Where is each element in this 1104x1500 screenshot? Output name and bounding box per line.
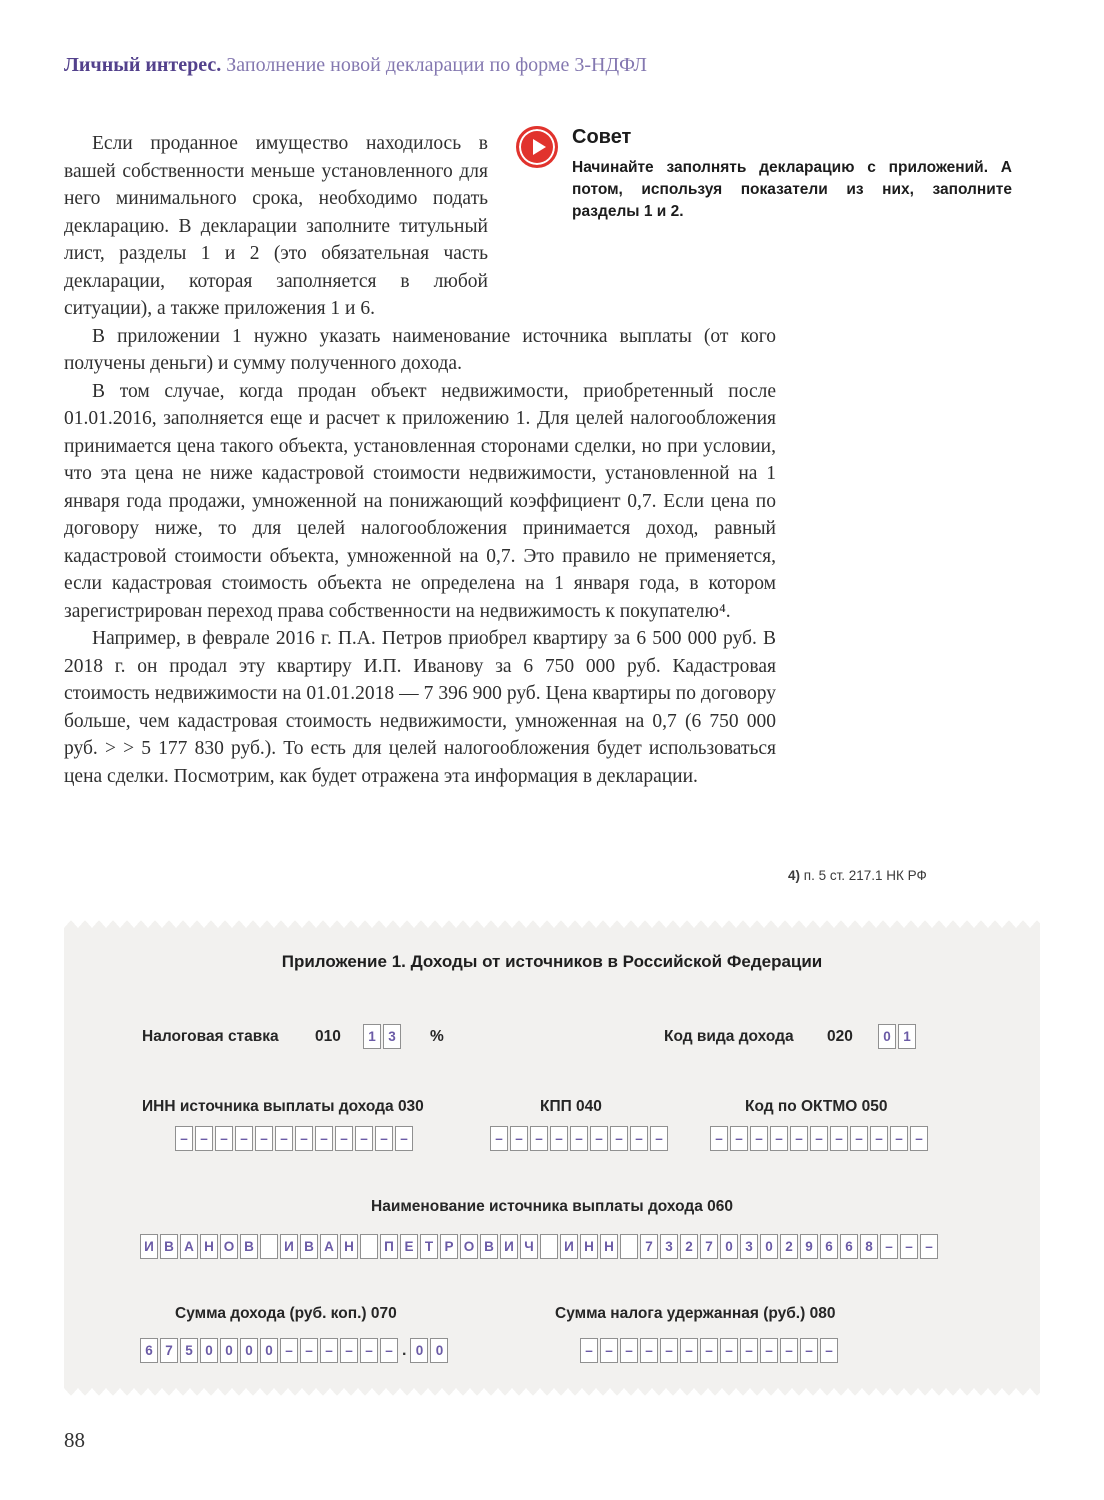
income-type-code: 020	[827, 1028, 853, 1045]
form-cell: –	[380, 1338, 398, 1363]
footnote-text: п. 5 ст. 217.1 НК РФ	[800, 868, 927, 883]
form-cell: –	[640, 1338, 658, 1363]
footnote	[788, 868, 927, 883]
form-cell: –	[395, 1126, 413, 1151]
form-cell: О	[220, 1234, 238, 1259]
form-cell: В	[240, 1234, 258, 1259]
form-cell: –	[820, 1338, 838, 1363]
form-cell: –	[800, 1338, 818, 1363]
rate-label: Налоговая ставка	[142, 1028, 279, 1045]
form-cell: 0	[760, 1234, 778, 1259]
form-cell: –	[490, 1126, 508, 1151]
form-cell: –	[355, 1126, 373, 1151]
form-cell: О	[460, 1234, 478, 1259]
form-cell: 5	[180, 1338, 198, 1363]
tax-withheld-cells	[580, 1338, 838, 1363]
torn-edge-bottom	[64, 1388, 1040, 1396]
form-cell: А	[180, 1234, 198, 1259]
income-sum-int-cells	[140, 1338, 398, 1363]
form-cell: –	[620, 1338, 638, 1363]
inn-label: ИНН источника выплаты дохода 030	[142, 1098, 424, 1115]
form-cell: –	[760, 1338, 778, 1363]
form-cell: 7	[640, 1234, 658, 1259]
paragraph-4: Например, в феврале 2016 г. П.А. Петров приобрел квартиру за 6 500 000 руб. В 2018 г. он продал эту квартиру И.П. Иванову за 6 750 000 руб. Кадастровая стоимость недвижимости на 01.01.2018 — 7 396 900 руб. Цена квартиры по договору больше, чем кадастровая стоимость недвижимости, умноженная на 0,7 (6 750 000 руб. > > 5 177 830 руб.). То есть для целей налогообложения будет использоваться цена сделки. Посмотрим, как будет отражена эта информация в декларации.	[64, 628, 776, 787]
form-cell: –	[550, 1126, 568, 1151]
tax-withheld-label: Сумма налога удержанная (руб.) 080	[555, 1305, 836, 1322]
kpp-cells	[490, 1126, 668, 1151]
form-cell: 0	[878, 1024, 896, 1049]
form-cell: –	[850, 1126, 868, 1151]
form-cell: 2	[780, 1234, 798, 1259]
form-cell: –	[660, 1338, 678, 1363]
play-icon	[516, 126, 558, 168]
form-cell: В	[160, 1234, 178, 1259]
form-cell: –	[920, 1234, 938, 1259]
form-cell: –	[340, 1338, 358, 1363]
page-number: 88	[64, 1428, 85, 1452]
form-cell: –	[910, 1126, 928, 1151]
form-cell: –	[870, 1126, 888, 1151]
form-cell: Н	[600, 1234, 618, 1259]
rate-value-cells	[363, 1024, 401, 1049]
form-cell: 6	[840, 1234, 858, 1259]
form-cell: 0	[720, 1234, 738, 1259]
form-cell: –	[300, 1338, 318, 1363]
form-cell: –	[890, 1126, 908, 1151]
form-title: Приложение 1. Доходы от источников в Российской Федерации	[281, 952, 823, 971]
form-cell: 0	[410, 1338, 428, 1363]
form-cell: –	[830, 1126, 848, 1151]
form-cell: –	[590, 1126, 608, 1151]
form-cell: 0	[430, 1338, 448, 1363]
form-cell: –	[510, 1126, 528, 1151]
play-triangle	[533, 139, 546, 155]
form-cell: Т	[420, 1234, 438, 1259]
form-cell: 1	[898, 1024, 916, 1049]
form-cell: 3	[660, 1234, 678, 1259]
form-cell: 0	[240, 1338, 258, 1363]
form-cell: –	[900, 1234, 918, 1259]
form-cell: –	[610, 1126, 628, 1151]
form-cell: А	[320, 1234, 338, 1259]
form-cell: –	[790, 1126, 808, 1151]
form-cell: –	[375, 1126, 393, 1151]
form-cell: 7	[700, 1234, 718, 1259]
form-cell	[620, 1234, 638, 1259]
form-cell: 6	[140, 1338, 158, 1363]
form-cell: –	[730, 1126, 748, 1151]
torn-edge-top	[64, 920, 1040, 928]
tip-box	[516, 126, 1044, 223]
form-cell: Ч	[520, 1234, 538, 1259]
form-cell: –	[700, 1338, 718, 1363]
rate-suffix: %	[430, 1028, 444, 1045]
form-cell: –	[360, 1338, 378, 1363]
form-cell	[360, 1234, 378, 1259]
form-cell: Н	[200, 1234, 218, 1259]
form-cell: 0	[200, 1338, 218, 1363]
form-cell: –	[580, 1338, 598, 1363]
form-cell: Р	[440, 1234, 458, 1259]
form-cell: –	[740, 1338, 758, 1363]
decimal-separator: .	[402, 1342, 407, 1359]
form-cell: 6	[820, 1234, 838, 1259]
oktmo-label: Код по ОКТМО 050	[745, 1098, 888, 1115]
form-cell: И	[560, 1234, 578, 1259]
footnote-marker: 4)	[788, 868, 801, 883]
form-cell: –	[780, 1338, 798, 1363]
form-cell: –	[680, 1338, 698, 1363]
form-cell: 0	[260, 1338, 278, 1363]
paragraph-3: В том случае, когда продан объект недвижимости, приобретенный после 01.01.2016, заполняется еще и расчет к приложению 1. Для целей налогообложения принимается цена такого объекта, установленная сторонами сделки, но при условии, что эта цена не ниже кадастровой стоимости недвижимости, установленной на 1 января года продажи, умноженной на понижающий коэффициент 0,7. Если цена по договору ниже, то для целей налогообложения принимается доход, равный кадастровой стоимости объекта, умноженной на 0,7. Это правило не применяется, если кадастровая стоимость объекта не определена на 1 января года, в котором зарегистрирован переход права собственности на недвижимость к покупателю⁴.	[64, 380, 776, 622]
form-cell: –	[195, 1126, 213, 1151]
form-cell: В	[300, 1234, 318, 1259]
form-cell: Н	[580, 1234, 598, 1259]
form-cell: –	[255, 1126, 273, 1151]
oktmo-cells	[710, 1126, 928, 1151]
income-type-label: Код вида дохода	[664, 1028, 794, 1045]
form-cell: И	[280, 1234, 298, 1259]
form-cell: Е	[400, 1234, 418, 1259]
source-name-cells	[140, 1234, 938, 1259]
form-cell: 3	[383, 1024, 401, 1049]
form-cell: –	[235, 1126, 253, 1151]
form-cell: –	[630, 1126, 648, 1151]
form-cell: –	[335, 1126, 353, 1151]
form-cell: –	[770, 1126, 788, 1151]
income-sum-label: Сумма дохода (руб. коп.) 070	[175, 1305, 397, 1322]
form-cell: В	[480, 1234, 498, 1259]
form-cell: 7	[160, 1338, 178, 1363]
source-name-label: Наименование источника выплаты дохода 060	[371, 1198, 733, 1215]
form-cell: –	[810, 1126, 828, 1151]
tip-content	[572, 126, 1012, 223]
form-cell: –	[295, 1126, 313, 1151]
article-title: Заполнение новой декларации по форме 3-НДФЛ	[221, 54, 647, 76]
article-body	[64, 126, 1012, 790]
tip-title: Совет	[572, 126, 632, 148]
kpp-label: КПП 040	[540, 1098, 602, 1115]
form-cell: –	[650, 1126, 668, 1151]
form-cell: П	[380, 1234, 398, 1259]
form-cell: 8	[860, 1234, 878, 1259]
form-cell: 0	[220, 1338, 238, 1363]
paragraph-1: Если проданное имущество находилось в вашей собственности меньше установленного для него минимального срока, необходимо подать декларацию. В декларации заполните титульный лист, разделы 1 и 2 (это обязательная часть декларации, которая заполняется в любой ситуации), а также приложения 1 и 6.	[64, 133, 488, 319]
form-cell: –	[315, 1126, 333, 1151]
tax-form-appendix1	[64, 928, 1040, 1388]
form-cell: И	[140, 1234, 158, 1259]
form-cell: –	[320, 1338, 338, 1363]
form-cell: 2	[680, 1234, 698, 1259]
form-cell: –	[530, 1126, 548, 1151]
form-cell: 1	[363, 1024, 381, 1049]
form-cell: И	[500, 1234, 518, 1259]
income-sum-group	[140, 1338, 448, 1363]
paragraph-2: В приложении 1 нужно указать наименование источника выплаты (от кого получены деньги) и сумму полученного дохода.	[64, 325, 776, 374]
form-cell: –	[720, 1338, 738, 1363]
form-cell: –	[570, 1126, 588, 1151]
form-cell: –	[175, 1126, 193, 1151]
form-cell: –	[880, 1234, 898, 1259]
form-cell: –	[750, 1126, 768, 1151]
form-cell	[540, 1234, 558, 1259]
form-cell: –	[215, 1126, 233, 1151]
page-header	[64, 52, 647, 78]
form-cell: 3	[740, 1234, 758, 1259]
tip-text: Начинайте заполнять декларацию с приложений. А потом, используя показатели из них, заполните разделы 1 и 2.	[572, 159, 1012, 220]
form-cell: Н	[340, 1234, 358, 1259]
form-cell: 9	[800, 1234, 818, 1259]
form-cell: –	[275, 1126, 293, 1151]
form-cell: –	[600, 1338, 618, 1363]
rate-code: 010	[315, 1028, 341, 1045]
form-cell: –	[280, 1338, 298, 1363]
form-cell: –	[710, 1126, 728, 1151]
form-cell	[260, 1234, 278, 1259]
section-brand: Личный интерес.	[64, 54, 222, 76]
inn-cells	[175, 1126, 413, 1151]
income-sum-dec-cells	[410, 1338, 448, 1363]
income-type-cells	[878, 1024, 916, 1049]
